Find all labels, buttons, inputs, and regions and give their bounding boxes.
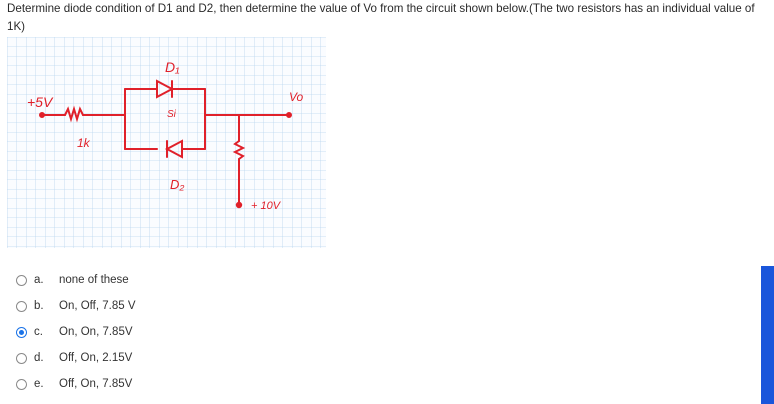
- option-a[interactable]: [12, 270, 212, 290]
- option-b-letter: b.: [34, 300, 44, 312]
- minus-source-label: + 10V: [251, 200, 281, 212]
- source-label: +5V: [27, 94, 53, 110]
- radio-d[interactable]: [16, 353, 27, 364]
- vo-label: Vo: [289, 90, 304, 104]
- option-a-text: none of these: [59, 274, 129, 286]
- radio-e[interactable]: [16, 379, 27, 390]
- option-d-letter: d.: [34, 352, 44, 364]
- side-panel-edge: [761, 266, 774, 404]
- option-e-text: Off, On, 7.85V: [59, 378, 133, 390]
- circuit-figure: [7, 37, 326, 248]
- option-e[interactable]: [12, 374, 212, 394]
- d1-label: D₁: [165, 59, 180, 75]
- option-b[interactable]: [12, 296, 212, 316]
- radio-c[interactable]: [16, 327, 27, 338]
- option-a-letter: a.: [34, 274, 44, 286]
- d2-label: D₂: [170, 177, 185, 192]
- vo-node: [287, 113, 291, 117]
- option-c-text: On, On, 7.85V: [59, 326, 133, 338]
- question-text: Determine diode condition of D1 and D2, then determine the value of Vo from the circuit shown below.(The two resistors has an individual value of 1K): [7, 2, 755, 33]
- option-d-text: Off, On, 2.15V: [59, 352, 133, 364]
- option-b-text: On, Off, 7.85 V: [59, 300, 136, 312]
- radio-b[interactable]: [16, 301, 27, 312]
- option-e-letter: e.: [34, 378, 44, 390]
- radio-a[interactable]: [16, 275, 27, 286]
- si-label: Si: [167, 109, 176, 120]
- resistor-label: 1k: [77, 136, 90, 150]
- option-d[interactable]: [12, 348, 212, 368]
- option-c[interactable]: [12, 322, 212, 342]
- minus-source-node: [237, 203, 241, 207]
- option-c-letter: c.: [34, 326, 43, 338]
